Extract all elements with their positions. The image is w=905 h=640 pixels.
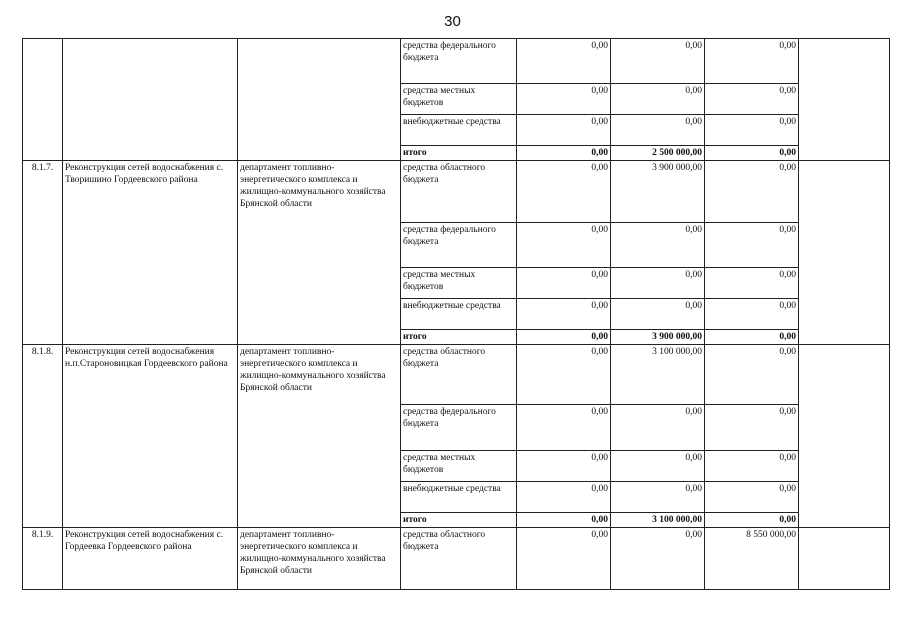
value-cell: 2 500 000,00 [611, 146, 705, 161]
value-cell: 0,00 [517, 115, 611, 146]
empty-cell [799, 161, 890, 345]
item-name-cell: Реконструкция сетей водоснабжения н.п.Староновицкая Гордеевского района [63, 345, 238, 528]
value-cell: 0,00 [705, 405, 799, 451]
value-cell: 0,00 [517, 146, 611, 161]
value-cell: 0,00 [611, 451, 705, 482]
item-code-cell: 8.1.7. [23, 161, 63, 345]
source-cell: средства федерального бюджета [401, 223, 517, 268]
source-cell: средства областного бюджета [401, 161, 517, 223]
responsible-cell: департамент топливно-энергетического комплекса и жилищно-коммунального хозяйства Брянской области [238, 345, 401, 528]
value-cell: 0,00 [705, 84, 799, 115]
value-cell: 3 900 000,00 [611, 161, 705, 223]
value-cell: 0,00 [611, 115, 705, 146]
table-row [23, 345, 890, 405]
source-cell: внебюджетные средства [401, 115, 517, 146]
value-cell: 0,00 [705, 115, 799, 146]
value-cell: 0,00 [517, 482, 611, 513]
value-cell: 0,00 [517, 513, 611, 528]
value-cell: 0,00 [611, 39, 705, 84]
value-cell: 0,00 [517, 161, 611, 223]
value-cell: 0,00 [705, 223, 799, 268]
value-cell: 0,00 [705, 345, 799, 405]
value-cell: 0,00 [611, 84, 705, 115]
table-row [23, 39, 890, 84]
page-number: 30 [444, 13, 461, 30]
source-cell: итого [401, 146, 517, 161]
budget-table [22, 38, 890, 590]
table-row [23, 161, 890, 223]
value-cell: 0,00 [517, 223, 611, 268]
empty-cell [799, 39, 890, 161]
responsible-cell: департамент топливно-энергетического комплекса и жилищно-коммунального хозяйства Брянской области [238, 161, 401, 345]
empty-cell [799, 345, 890, 528]
value-cell: 0,00 [611, 405, 705, 451]
source-cell: средства федерального бюджета [401, 405, 517, 451]
item-name-cell [63, 39, 238, 161]
value-cell: 3 900 000,00 [611, 330, 705, 345]
source-cell: внебюджетные средства [401, 299, 517, 330]
value-cell: 0,00 [705, 513, 799, 528]
value-cell: 0,00 [517, 39, 611, 84]
item-code-cell: 8.1.8. [23, 345, 63, 528]
value-cell: 0,00 [517, 451, 611, 482]
value-cell: 3 100 000,00 [611, 513, 705, 528]
source-cell: средства местных бюджетов [401, 451, 517, 482]
value-cell: 0,00 [705, 39, 799, 84]
source-cell: средства местных бюджетов [401, 268, 517, 299]
value-cell: 0,00 [517, 84, 611, 115]
source-cell: итого [401, 330, 517, 345]
item-code-cell [23, 39, 63, 161]
value-cell: 0,00 [517, 528, 611, 590]
value-cell: 8 550 000,00 [705, 528, 799, 590]
responsible-cell [238, 39, 401, 161]
value-cell: 0,00 [705, 482, 799, 513]
value-cell: 0,00 [517, 299, 611, 330]
value-cell: 0,00 [611, 268, 705, 299]
source-cell: средства областного бюджета [401, 528, 517, 590]
value-cell: 0,00 [705, 146, 799, 161]
value-cell: 0,00 [705, 330, 799, 345]
value-cell: 0,00 [517, 330, 611, 345]
responsible-cell: департамент топливно-энергетического комплекса и жилищно-коммунального хозяйства Брянской области [238, 528, 401, 590]
item-name-cell: Реконструкция сетей водоснабжения с. Гордеевка Гордеевского района [63, 528, 238, 590]
value-cell: 0,00 [611, 299, 705, 330]
value-cell: 0,00 [517, 405, 611, 451]
value-cell: 3 100 000,00 [611, 345, 705, 405]
source-cell: итого [401, 513, 517, 528]
source-cell: средства федерального бюджета [401, 39, 517, 84]
value-cell: 0,00 [611, 528, 705, 590]
table-row [23, 528, 890, 590]
value-cell: 0,00 [705, 161, 799, 223]
value-cell: 0,00 [611, 482, 705, 513]
value-cell: 0,00 [517, 268, 611, 299]
value-cell: 0,00 [705, 268, 799, 299]
empty-cell [799, 528, 890, 590]
item-name-cell: Реконструкция сетей водоснабжения с. Творишино Гордеевского района [63, 161, 238, 345]
item-code-cell: 8.1.9. [23, 528, 63, 590]
source-cell: средства областного бюджета [401, 345, 517, 405]
value-cell: 0,00 [705, 299, 799, 330]
source-cell: внебюджетные средства [401, 482, 517, 513]
value-cell: 0,00 [517, 345, 611, 405]
value-cell: 0,00 [705, 451, 799, 482]
source-cell: средства местных бюджетов [401, 84, 517, 115]
value-cell: 0,00 [611, 223, 705, 268]
